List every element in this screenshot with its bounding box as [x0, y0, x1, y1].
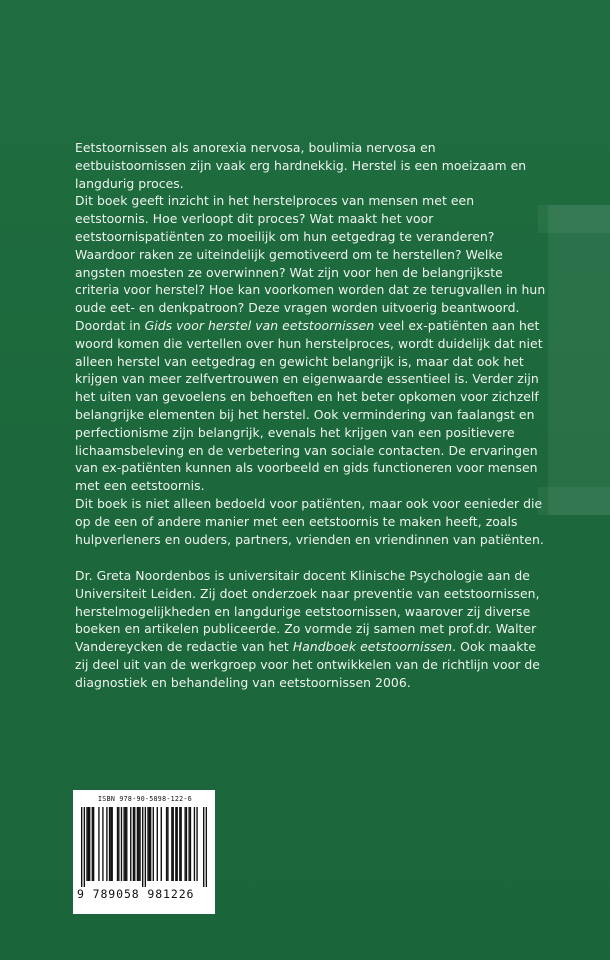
barcode-bar — [121, 807, 122, 881]
ean-digits: 9 789058 981226 — [77, 887, 195, 901]
barcode-bar — [184, 807, 185, 881]
barcode-bar — [157, 807, 158, 881]
author-bio-paragraph — [75, 567, 550, 692]
decorative-watermark-shape — [548, 205, 610, 515]
barcode-bar — [150, 807, 151, 881]
barcode-bar — [89, 807, 90, 881]
isbn-text: ISBN 978-90-5898-122-6 — [98, 795, 192, 803]
barcode-icon — [81, 807, 207, 887]
barcode-bar — [194, 807, 195, 881]
barcode-bar — [98, 807, 99, 881]
barcode-bar — [137, 807, 138, 881]
barcode-bar — [179, 807, 180, 881]
handbook-title: Handboek eetstoornissen — [292, 639, 453, 655]
barcode-bar — [109, 807, 110, 881]
barcode-bar — [93, 807, 94, 881]
barcode-label — [73, 790, 215, 914]
barcode-bar — [102, 807, 103, 881]
barcode-bar — [145, 807, 146, 887]
barcode-bar — [118, 807, 119, 881]
blurb-intro-paragraph: Eetstoornissen als anorexia nervosa, boulimia nervosa en eetbuistoornissen zijn vaak erg hardnekkig. Herstel is een moeizaam en langdurig proces. — [75, 140, 527, 191]
barcode-bar — [88, 807, 89, 881]
barcode-bar — [130, 807, 131, 881]
barcode-bar — [171, 807, 172, 881]
barcode-bar — [190, 807, 191, 881]
blurb-recovery-paragraph — [75, 317, 550, 495]
barcode-bar — [106, 807, 107, 881]
blurb-questions-paragraph: Dit boek geeft inzicht in het herstelproces van mensen met een eetstoornis. Hoe verloopt dit proces? Wat maakt het voor eetstoornispatiënten zo moeilijk om hun eetgedrag te veranderen? Waardoor raken ze uiteindelijk gemotiveerd om te herstellen? Welke angsten moesten ze overwinnen? Wat zijn voor hen de belangrijkste criteria voor herstel? Hoe kan voorkomen worden dat ze terugvallen in hun oude eet- en denkpatroon? Deze vragen worden uitvoerig beantwoord. — [75, 193, 546, 316]
blurb-text: Doordat in — [75, 317, 145, 333]
barcode-bar — [84, 807, 85, 887]
barcode-bar — [161, 807, 162, 881]
blurb-text: veel ex-patiënten aan het woord komen die vertellen over hun herstelproces, wordt duidelijk dat niet alleen herstel van eetgedrag en gewicht belangrijk is, maar dat ook het krijgen van meer zelfvertrouwen en eigenwaarde essentieel is. Verder zijn het uiten van gevoelens en behoeften en het beter opkomen voor zichzelf belangrijke elementen bij het herstel. Ook vermindering van faalangst en perfectionisme zijn belangrijk, evenals het krijgen van een positievere lichaamsbeleving en de verbetering van sociale contacten. De ervaringen van ex-patiënten kunnen als voorbeeld en gids functioneren voor mensen met een eetstoornis. — [75, 317, 543, 494]
barcode-bar — [110, 807, 111, 881]
barcode-bar — [126, 807, 127, 881]
barcode-bar — [112, 807, 113, 881]
barcode-bar — [139, 807, 140, 881]
audience-paragraph: Dit boek is niet alleen bedoeld voor patiënten, maar ook voor eenieder die op de een of andere manier met een eetstoornis te maken heeft, zoals hulpverleners en ouders, partners, vrienden en vriendinnen van patiënten. — [75, 496, 544, 547]
barcode-bar — [147, 807, 148, 881]
barcode-bar — [166, 807, 167, 881]
barcode-bar — [134, 807, 135, 881]
barcode-bar — [167, 807, 168, 881]
barcode-bar — [142, 807, 143, 887]
author-bio-text: . Ook maakte zij deel uit van de werkgroep voor het ontwikkelen van de richtlijn voor de diagnostiek en behandeling van eetstoornissen 2006. — [75, 639, 540, 690]
barcode-bar — [138, 807, 139, 881]
barcode-bar — [180, 807, 181, 881]
audience-section — [75, 495, 550, 548]
barcode-bar — [153, 807, 154, 881]
barcode-bar — [176, 807, 177, 881]
barcode-bar — [206, 807, 207, 887]
barcode-bar — [186, 807, 187, 881]
barcode-bar — [123, 807, 124, 881]
barcode-bar — [92, 807, 93, 881]
author-bio-text: Dr. Greta Noordenbos is universitair docent Klinische Psychologie aan de Universiteit Leiden. Zij doet onderzoek naar preventie van eetstoornissen, herstelmogelijkheden en langdurige eetstoornissen, waarover zij diverse boeken en artikelen publiceerde. Zo vormde zij samen met prof.dr. Walter Vandereycken de redactie van het — [75, 568, 540, 655]
barcode-bar — [188, 807, 189, 881]
barcode-bar — [133, 807, 134, 881]
barcode-bar — [125, 807, 126, 881]
barcode-bar — [175, 807, 176, 881]
barcode-bar — [173, 807, 174, 881]
barcode-bar — [117, 807, 118, 881]
barcode-bar — [149, 807, 150, 881]
book-title: Gids voor herstel van eetstoornissen — [144, 317, 375, 333]
blurb-section — [75, 139, 550, 495]
barcode-bar — [86, 807, 87, 881]
author-bio-section — [75, 567, 550, 692]
barcode-bar — [81, 807, 82, 887]
barcode-bar — [196, 807, 197, 881]
barcode-bar — [203, 807, 204, 887]
